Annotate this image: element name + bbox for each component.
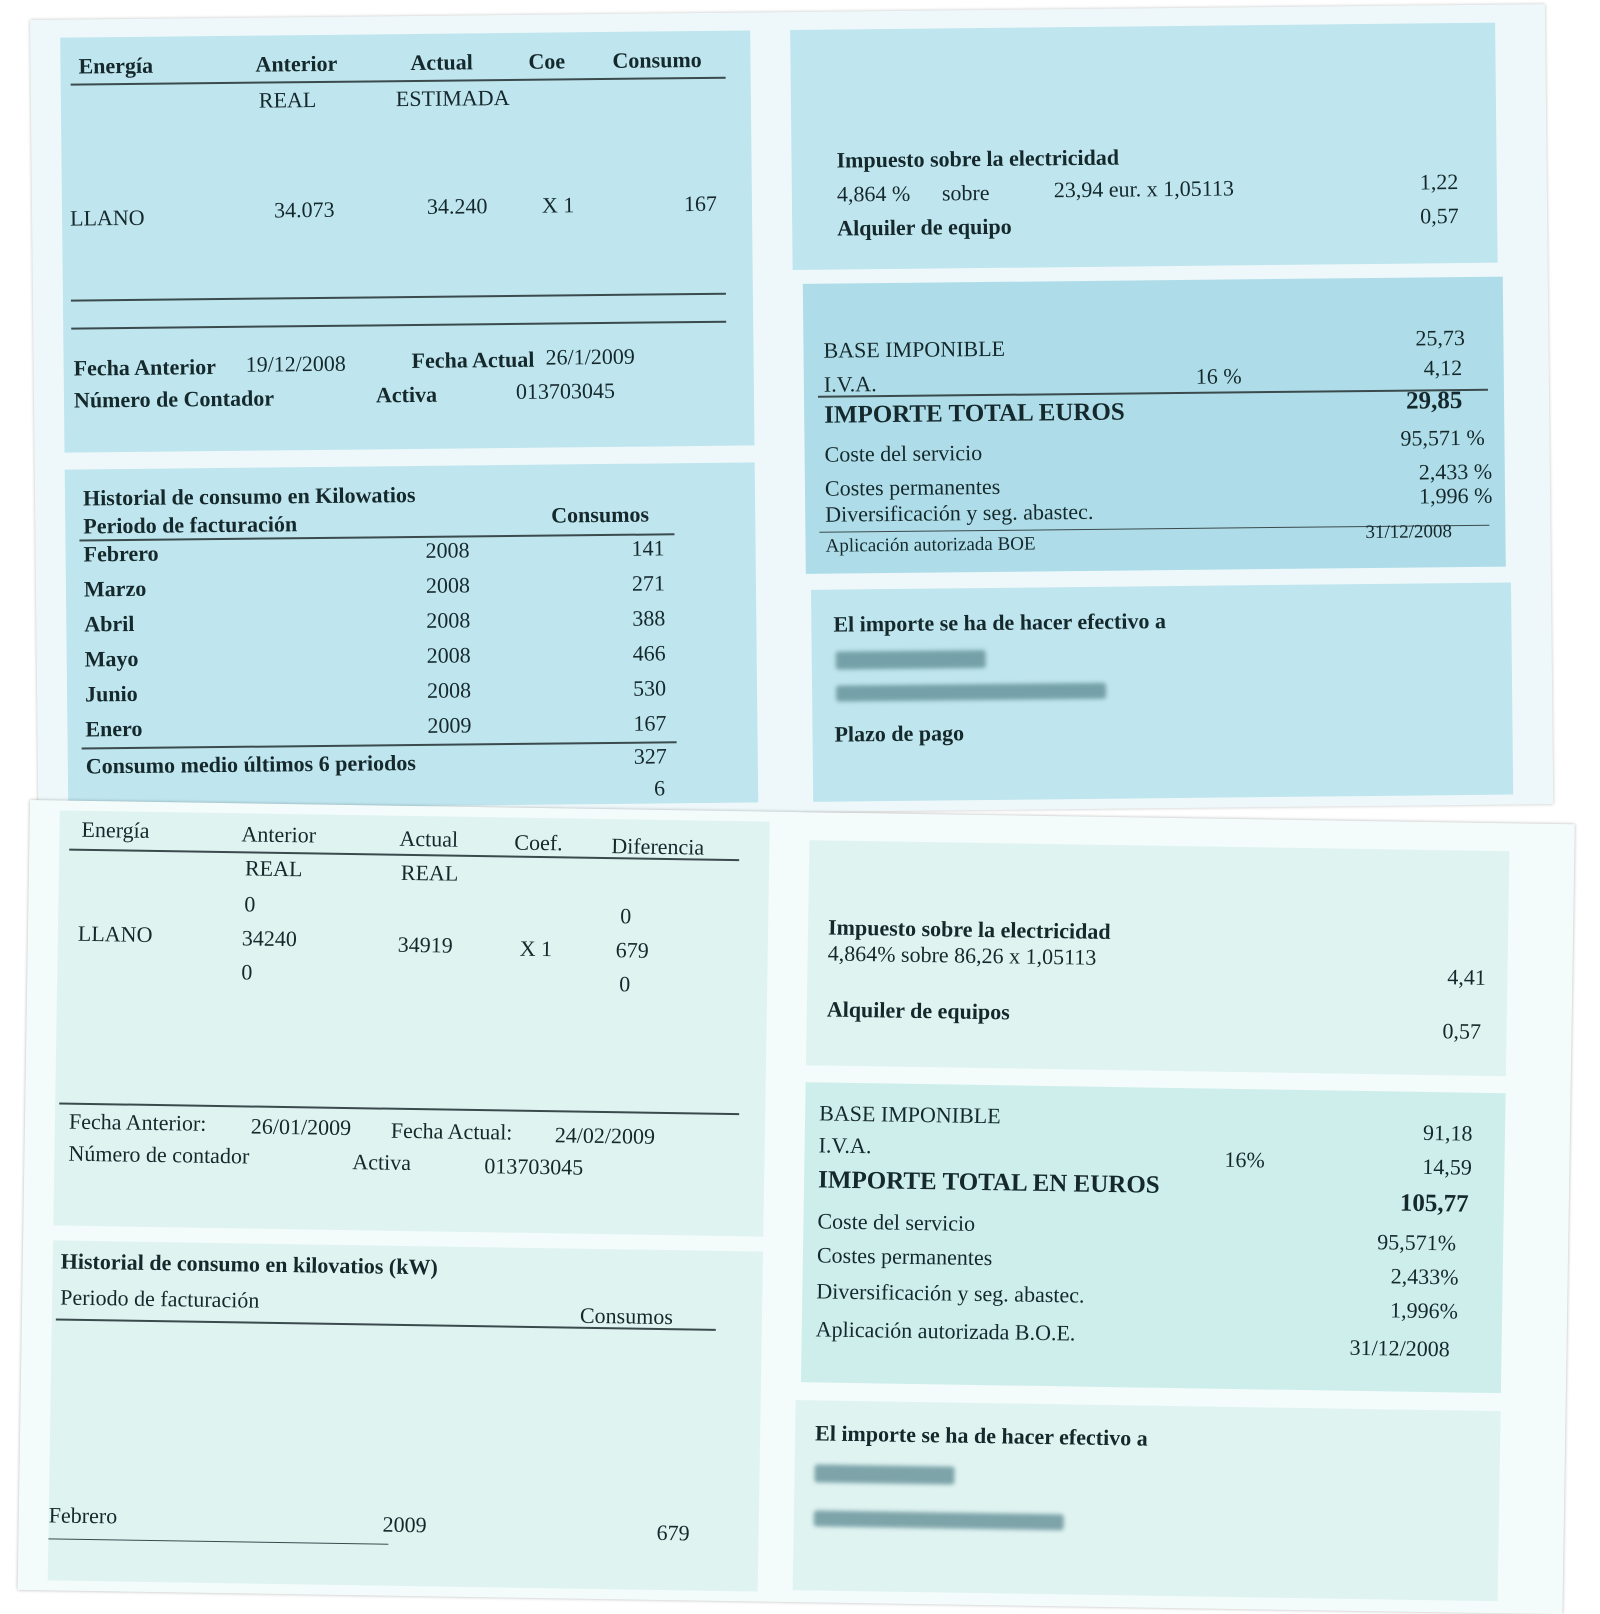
history-value: 679 — [656, 1519, 690, 1546]
fecha-actual-label: Fecha Actual — [411, 346, 535, 374]
header-energia: Energía — [78, 52, 154, 79]
header-coe: Coe — [528, 48, 566, 74]
history-row-rule — [48, 1538, 388, 1544]
history-period-label: Periodo de facturación — [83, 511, 298, 539]
iva-label: I.V.A. — [818, 1132, 872, 1159]
base-value: 25,73 — [1415, 324, 1466, 351]
tax-panel — [806, 840, 1509, 1076]
row-period: LLANO — [77, 920, 153, 947]
impuesto-base: 23,94 eur. x 1,05113 — [1053, 175, 1235, 203]
total-label: IMPORTE TOTAL EN EUROS — [817, 1166, 1160, 1199]
history-year: 2008 — [425, 537, 470, 563]
history-year: 2008 — [425, 572, 471, 598]
redacted-payee-name — [814, 1464, 954, 1484]
history-month: Febrero — [83, 540, 159, 567]
history-title: Historial de consumo en kilovatios (kW) — [60, 1248, 438, 1280]
anterior-value: 34240 — [241, 925, 298, 952]
payment-panel — [811, 583, 1513, 802]
costes-permanentes-label: Costes permanentes — [824, 473, 1001, 501]
iva-value: 4,12 — [1423, 355, 1463, 381]
boe-label: Aplicación autorizada B.O.E. — [815, 1316, 1076, 1346]
bill-february — [0, 800, 1600, 1571]
history-value: 466 — [632, 640, 666, 666]
history-avg-label: Consumo medio últimos 6 periodos — [85, 750, 416, 779]
divider-rule — [71, 321, 726, 330]
activa-label: Activa — [352, 1149, 412, 1176]
row-period: LLANO — [69, 204, 145, 231]
history-year: 2009 — [382, 1511, 427, 1538]
row-actual: 34919 — [397, 931, 453, 958]
history-period-label: Periodo de facturación — [60, 1284, 260, 1313]
total-value: 105,77 — [1399, 1189, 1469, 1218]
diversificacion-label: Diversificación y seg. abastec. — [825, 498, 1094, 527]
contador-value: 013703045 — [484, 1153, 584, 1180]
coste-servicio-value: 95,571 % — [1400, 424, 1485, 451]
redacted-payee-account — [814, 1510, 1064, 1530]
history-month: Enero — [85, 715, 143, 742]
history-month: Marzo — [83, 575, 147, 602]
base-label: BASE IMPONIBLE — [818, 1100, 1001, 1129]
history-month: Junio — [84, 680, 138, 707]
anterior-value: 0 — [244, 891, 256, 917]
iva-pct: 16% — [1224, 1146, 1266, 1173]
anterior-value: 0 — [241, 959, 253, 985]
fecha-anterior-label: Fecha Anterior: — [68, 1108, 207, 1136]
redacted-payee-account — [836, 683, 1106, 702]
impuesto-value: 4,41 — [1447, 964, 1487, 990]
history-consumos-label: Consumos — [551, 501, 650, 528]
contador-value: 013703045 — [515, 377, 616, 404]
row-actual: 34.240 — [426, 193, 488, 219]
row-coef: X 1 — [519, 935, 553, 962]
type-estimada: ESTIMADA — [395, 84, 510, 112]
history-panel — [65, 462, 759, 809]
history-consumos-label: Consumos — [579, 1302, 674, 1330]
impuesto-value: 1,22 — [1419, 169, 1459, 195]
costes-permanentes-value: 2,433% — [1390, 1263, 1459, 1290]
divider-rule — [71, 293, 726, 302]
history-month: Abril — [84, 610, 135, 637]
diferencia-value: 0 — [620, 903, 632, 929]
type-real: REAL — [400, 859, 459, 886]
history-month: Mayo — [84, 645, 139, 672]
history-value: 271 — [631, 570, 666, 596]
header-energia: Energía — [81, 816, 150, 843]
header-consumo: Consumo — [612, 46, 702, 73]
impuesto-label: Impuesto sobre la electricidad — [836, 144, 1120, 173]
contador-label: Número de contador — [68, 1140, 250, 1169]
base-label: BASE IMPONIBLE — [823, 335, 1006, 363]
header-anterior: Anterior — [255, 50, 338, 77]
fecha-actual-value: 26/1/2009 — [545, 343, 635, 370]
history-value: 530 — [632, 675, 667, 701]
impuesto-pct: 4,864 % — [836, 180, 911, 207]
costes-permanentes-label: Costes permanentes — [816, 1242, 993, 1271]
history-value: 167 — [633, 710, 667, 736]
meter-reading-panel — [60, 30, 754, 452]
history-year: 2008 — [426, 607, 471, 633]
boe-label: Aplicación autorizada BOE — [825, 533, 1036, 557]
alquiler-label: Alquiler de equipos — [826, 996, 1010, 1025]
coste-servicio-label: Coste del servicio — [817, 1208, 976, 1236]
totals-panel — [803, 277, 1506, 574]
history-total-rule — [82, 741, 677, 749]
header-anterior: Anterior — [241, 821, 317, 848]
history-last-value: 6 — [653, 775, 666, 801]
payment-label: El importe se ha de hacer efectivo a — [833, 608, 1167, 637]
costes-permanentes-value: 2,433 % — [1418, 458, 1493, 485]
impuesto-label: Impuesto sobre la electricidad — [827, 914, 1111, 944]
alquiler-value: 0,57 — [1419, 203, 1459, 229]
alquiler-value: 0,57 — [1442, 1018, 1482, 1044]
header-diferencia: Diferencia — [611, 833, 705, 860]
payment-label: El importe se ha de hacer efectivo a — [814, 1420, 1148, 1451]
history-title: Historial de consumo en Kilowatios — [82, 481, 416, 511]
coste-servicio-label: Coste del servicio — [824, 440, 983, 467]
base-value: 91,18 — [1422, 1119, 1473, 1146]
history-value: 388 — [632, 605, 666, 631]
diversificacion-value: 1,996 % — [1418, 482, 1493, 509]
history-month: Febrero — [48, 1502, 118, 1529]
totals-rule — [818, 389, 1488, 398]
diferencia-value: 0 — [618, 971, 631, 997]
header-rule — [71, 77, 726, 86]
redacted-payee-name — [836, 650, 986, 670]
boe-value: 31/12/2008 — [1349, 1334, 1450, 1362]
boe-value: 31/12/2008 — [1365, 521, 1453, 544]
fecha-anterior-label: Fecha Anterior — [73, 354, 217, 381]
bill-paper — [30, 4, 1553, 820]
header-actual: Actual — [399, 825, 459, 852]
diversificacion-label: Diversificación y seg. abastec. — [816, 1278, 1085, 1308]
activa-label: Activa — [375, 381, 438, 408]
diferencia-value: 679 — [615, 937, 649, 963]
type-real: REAL — [244, 855, 303, 882]
history-avg-value: 327 — [633, 743, 667, 769]
meter-reading-panel — [53, 810, 769, 1236]
header-coef: Coef. — [514, 829, 563, 856]
history-year: 2009 — [427, 712, 472, 738]
iva-pct: 16 % — [1195, 363, 1242, 389]
contador-label: Número de Contador — [73, 385, 275, 413]
coste-servicio-value: 95,571% — [1377, 1229, 1457, 1256]
fecha-anterior-value: 19/12/2008 — [245, 350, 346, 377]
history-panel — [48, 1240, 763, 1591]
totals-panel — [801, 1082, 1506, 1393]
bill-paper — [18, 800, 1575, 1614]
impuesto-sobre: sobre — [941, 179, 990, 206]
type-real: REAL — [258, 87, 317, 113]
alquiler-label: Alquiler de equipo — [837, 213, 1012, 241]
iva-label: I.V.A. — [823, 371, 877, 397]
plazo-label: Plazo de pago — [834, 720, 965, 747]
fecha-anterior-value: 26/01/2009 — [250, 1113, 352, 1141]
fecha-actual-label: Fecha Actual: — [390, 1117, 513, 1145]
diversificacion-value: 1,996% — [1389, 1297, 1459, 1324]
header-actual: Actual — [410, 49, 473, 76]
total-label: IMPORTE TOTAL EUROS — [824, 398, 1125, 429]
history-year: 2008 — [426, 642, 471, 668]
impuesto-detail: 4,864% sobre 86,26 x 1,05113 — [827, 940, 1097, 970]
row-consumo: 167 — [683, 190, 718, 217]
tax-panel — [790, 23, 1497, 270]
history-year: 2008 — [426, 677, 472, 703]
total-value: 29,85 — [1405, 387, 1463, 415]
row-coef: X 1 — [541, 192, 575, 218]
fecha-actual-value: 24/02/2009 — [554, 1122, 656, 1149]
iva-value: 14,59 — [1422, 1153, 1473, 1180]
row-anterior: 34.073 — [273, 196, 335, 223]
history-value: 141 — [631, 535, 665, 561]
